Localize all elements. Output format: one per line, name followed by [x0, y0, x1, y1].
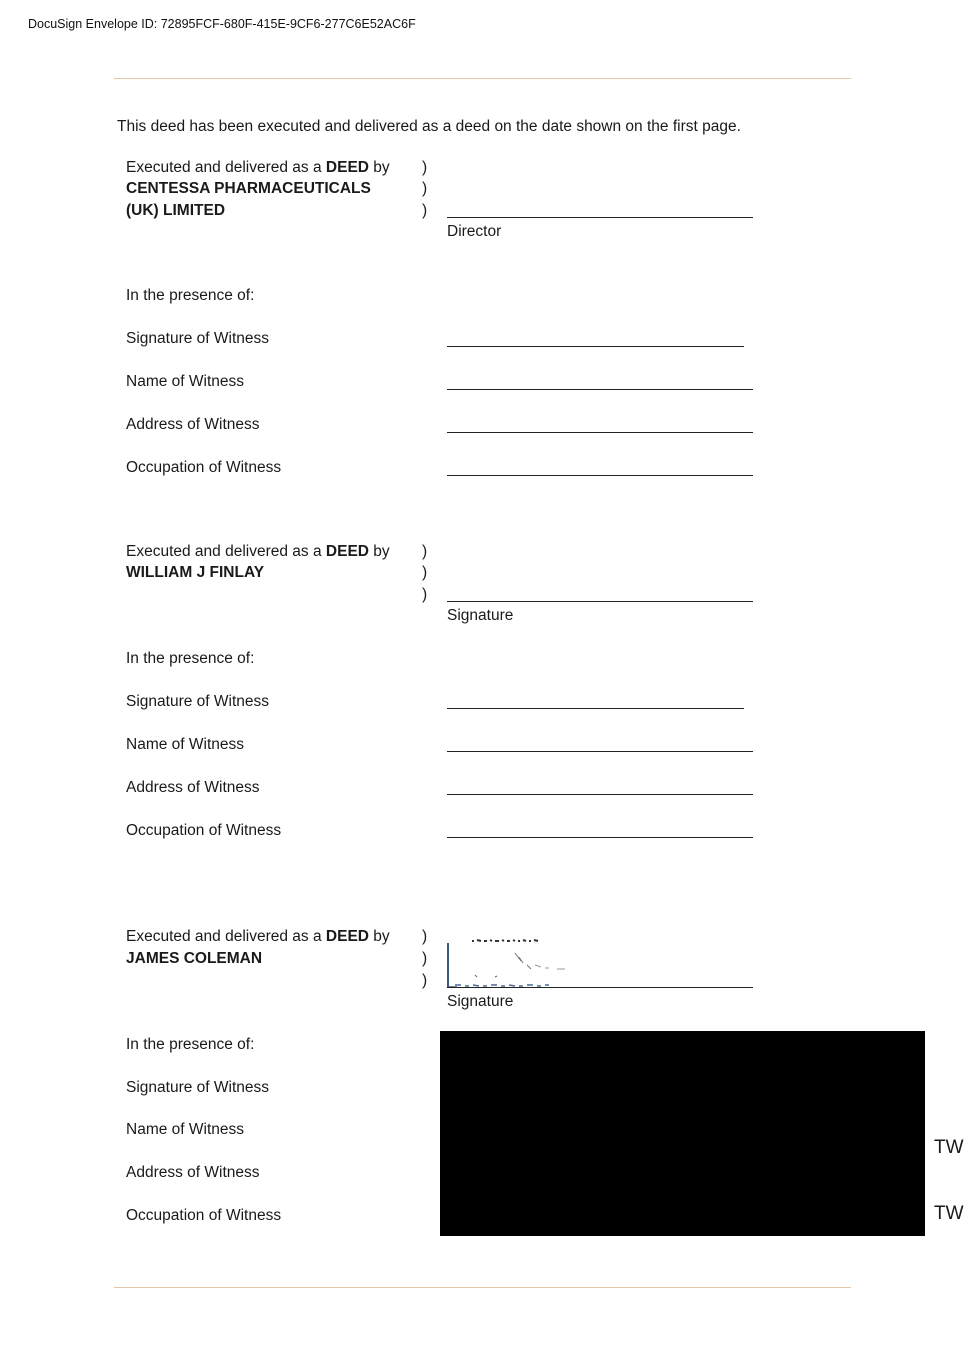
witness-name-label: Name of Witness — [126, 373, 245, 390]
signature-line[interactable] — [447, 601, 753, 602]
footer-rule — [114, 1287, 851, 1288]
initials-mark: TW — [934, 1203, 964, 1224]
intro-statement: This deed has been executed and delivered as a deed on the date shown on the first page. — [117, 118, 741, 135]
handwritten-signature-image — [445, 935, 575, 991]
bracket-mark: ) — [422, 586, 428, 603]
party-name-line1: CENTESSA PHARMACEUTICALS — [126, 180, 371, 197]
witness-signature-label: Signature of Witness — [126, 330, 270, 347]
bracket-mark: ) — [422, 159, 428, 176]
deed-word: DEED — [325, 159, 369, 176]
party-name-line1: JAMES COLEMAN — [126, 950, 263, 967]
presence-label: In the presence of: — [126, 650, 255, 667]
party-name-line2: (UK) LIMITED — [126, 202, 226, 219]
witness-name-label: Name of Witness — [126, 736, 245, 753]
bracket-mark: ) — [422, 543, 428, 560]
signatory-caption: Director — [447, 223, 502, 240]
bracket-mark: ) — [422, 180, 428, 197]
bracket-mark: ) — [422, 972, 428, 989]
signatory-caption: Signature — [447, 607, 514, 624]
signatory-caption: Signature — [447, 993, 514, 1010]
witness-signature-line[interactable] — [447, 708, 744, 709]
presence-label: In the presence of: — [126, 287, 255, 304]
execution-suffix: by — [369, 928, 390, 945]
witness-occupation-line[interactable] — [447, 475, 753, 476]
signature-line[interactable] — [447, 987, 753, 988]
witness-address-line[interactable] — [447, 794, 753, 795]
witness-signature-label: Signature of Witness — [126, 693, 270, 710]
execution-prefix: Executed and delivered as a — [126, 928, 326, 945]
party-name-line1: WILLIAM J FINLAY — [126, 564, 265, 581]
witness-occupation-label: Occupation of Witness — [126, 1207, 282, 1224]
execution-prefix: Executed and delivered as a — [126, 543, 326, 560]
deed-word: DEED — [325, 928, 369, 945]
bracket-mark: ) — [422, 950, 428, 967]
witness-occupation-label: Occupation of Witness — [126, 822, 282, 839]
execution-line — [126, 928, 390, 946]
deed-word: DEED — [325, 543, 369, 560]
witness-name-line[interactable] — [447, 751, 753, 752]
director-signature-line[interactable] — [447, 217, 753, 218]
envelope-id: DocuSign Envelope ID: 72895FCF-680F-415E-9CF6-277C6E52AC6F — [28, 17, 416, 31]
initials-mark: TW — [934, 1137, 964, 1158]
bracket-mark: ) — [422, 564, 428, 581]
execution-suffix: by — [369, 543, 390, 560]
execution-suffix: by — [369, 159, 390, 176]
witness-occupation-label: Occupation of Witness — [126, 459, 282, 476]
witness-signature-line[interactable] — [447, 346, 744, 347]
witness-address-label: Address of Witness — [126, 779, 260, 796]
execution-prefix: Executed and delivered as a — [126, 159, 326, 176]
execution-line — [126, 543, 390, 561]
bracket-mark: ) — [422, 202, 428, 219]
witness-occupation-line[interactable] — [447, 837, 753, 838]
header-rule — [114, 78, 851, 79]
redaction-box — [440, 1031, 925, 1236]
witness-name-label: Name of Witness — [126, 1121, 245, 1138]
witness-signature-label: Signature of Witness — [126, 1079, 270, 1096]
witness-address-label: Address of Witness — [126, 1164, 260, 1181]
presence-label: In the presence of: — [126, 1036, 255, 1053]
witness-address-label: Address of Witness — [126, 416, 260, 433]
witness-name-line[interactable] — [447, 389, 753, 390]
execution-line — [126, 159, 390, 177]
bracket-mark: ) — [422, 928, 428, 945]
witness-address-line[interactable] — [447, 432, 753, 433]
